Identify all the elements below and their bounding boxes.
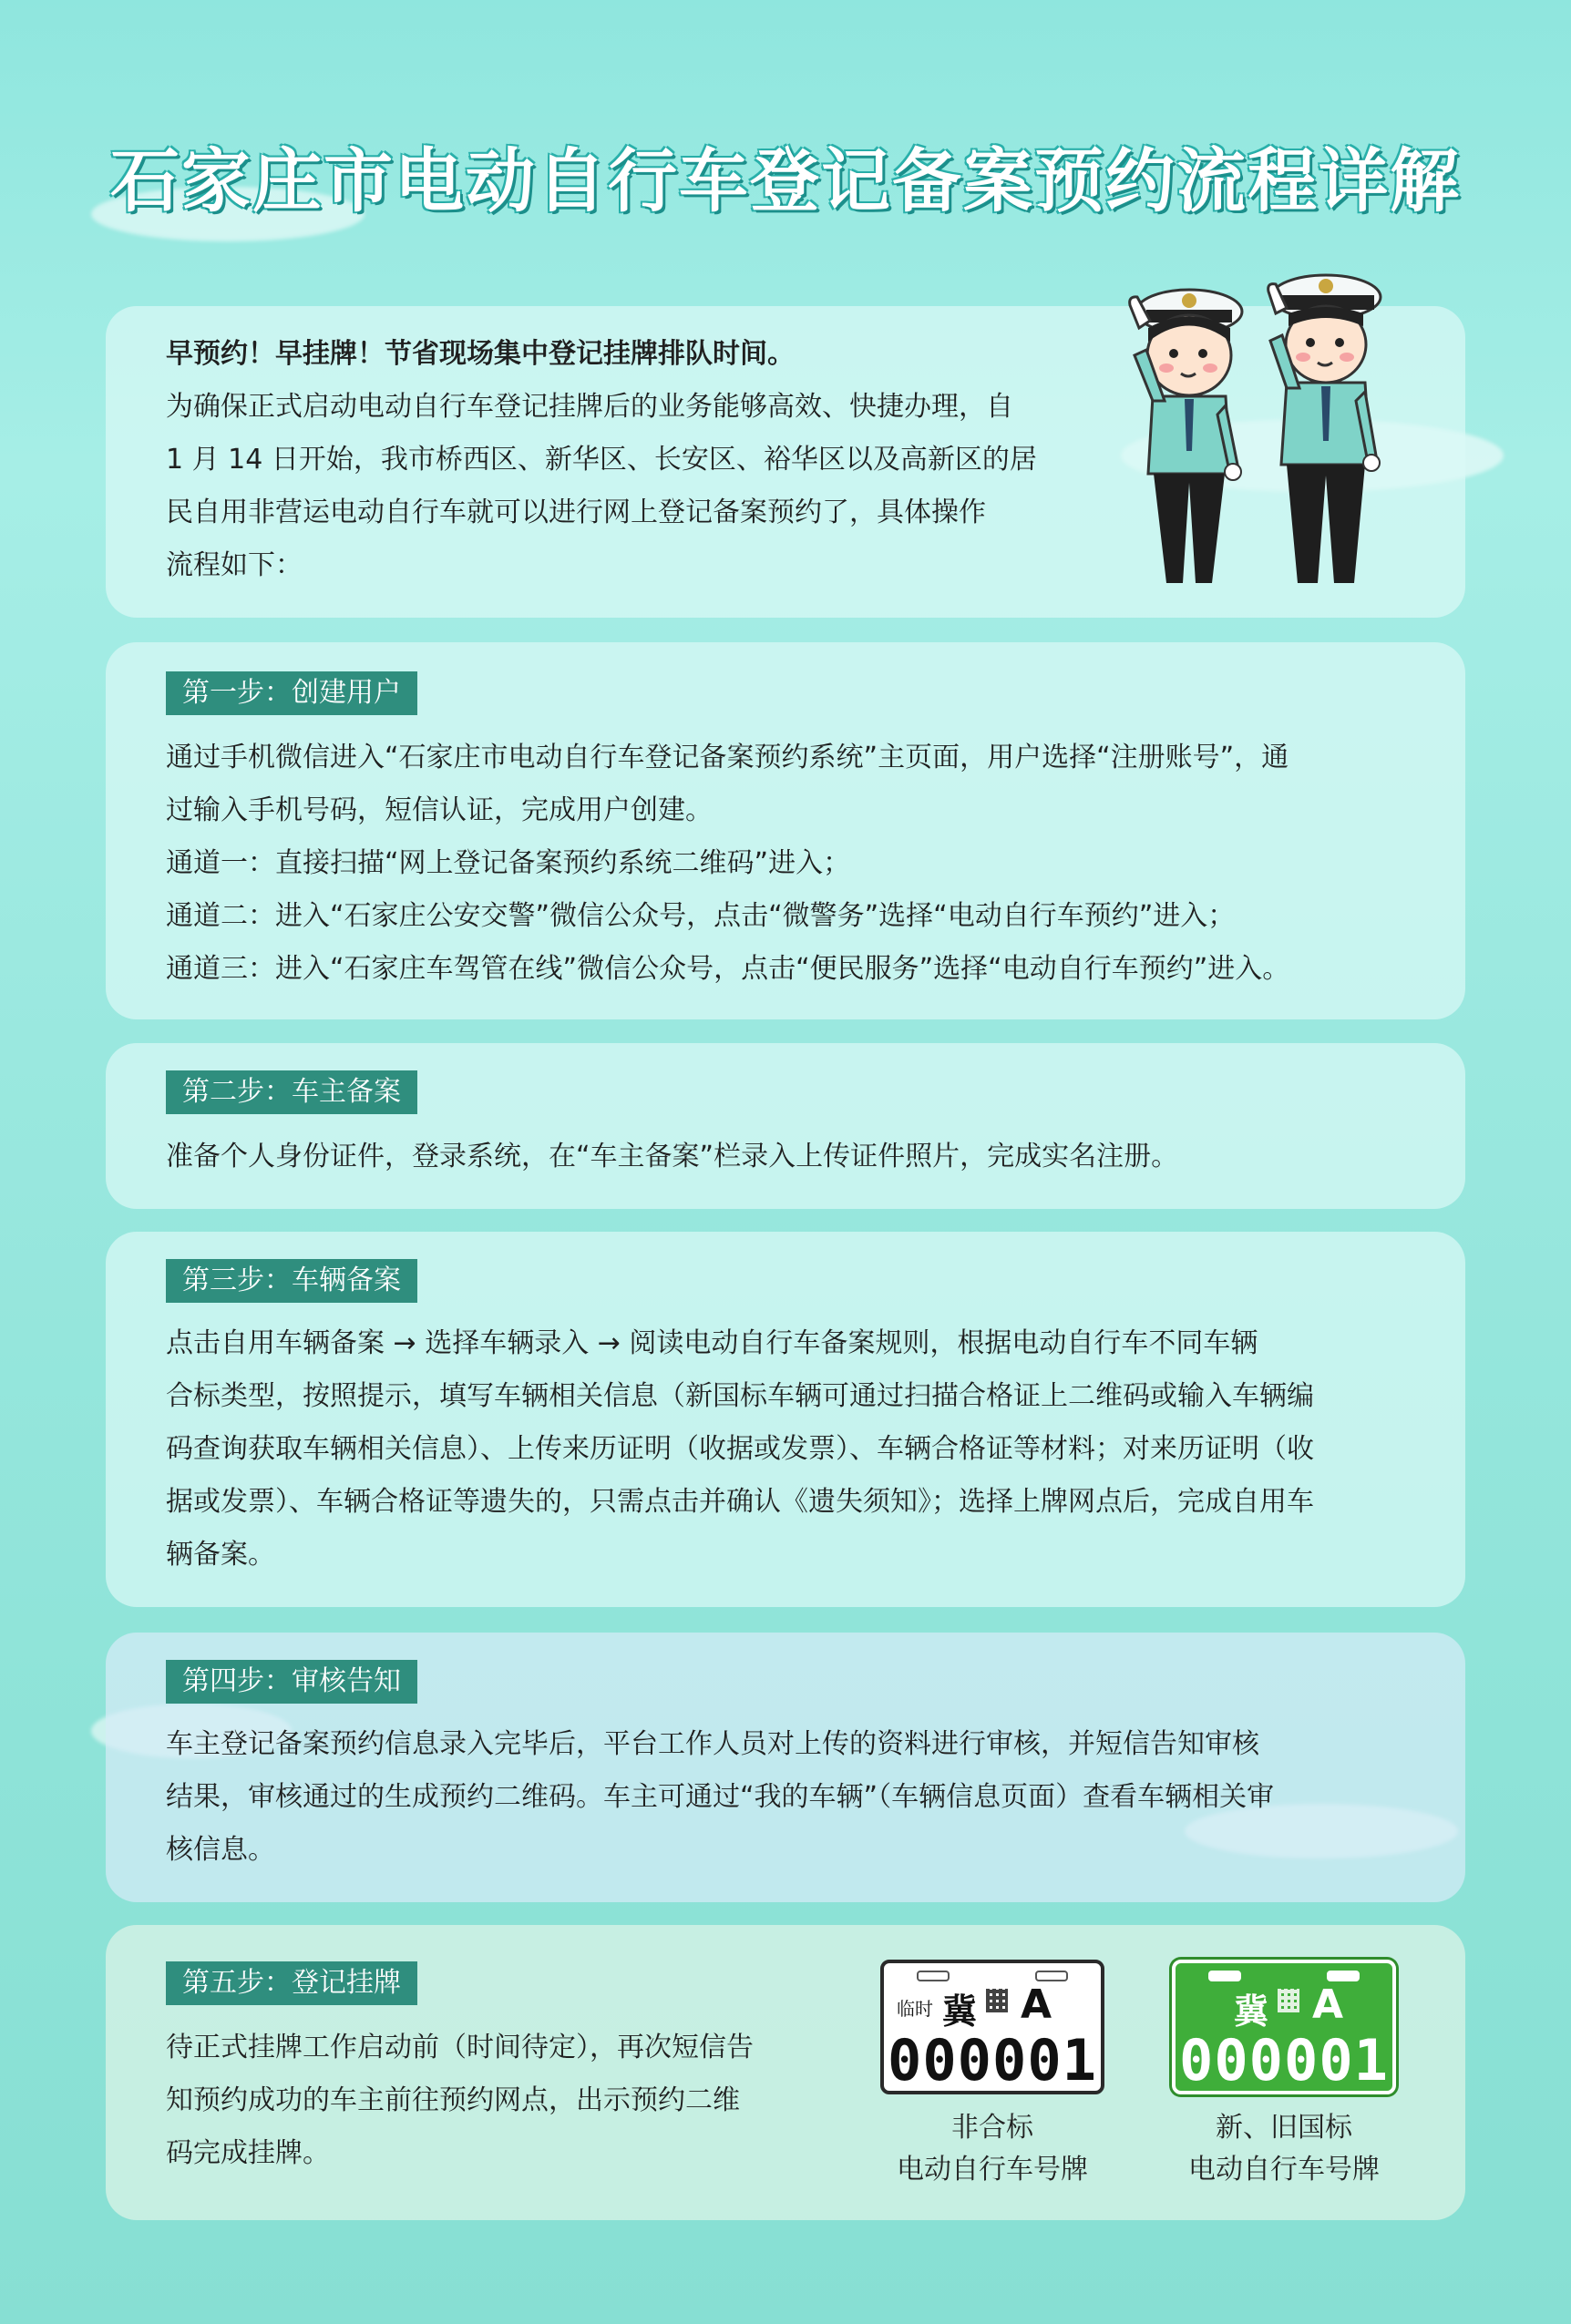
plate-caption-line: 非合标 — [951, 2112, 1033, 2144]
step-tag: 第二步：车主备案 — [166, 1070, 417, 1114]
step-line: 通过手机微信进入“石家庄市电动自行车登记备案预约系统”主页面，用户选择“注册账号”，通 — [166, 742, 1289, 773]
step-tag: 第五步：登记挂牌 — [166, 1961, 417, 2005]
plate-number: 000001 — [888, 2027, 1097, 2094]
plate-caption — [1165, 2107, 1402, 2191]
step-text — [166, 2022, 822, 2180]
step-line: 知预约成功的车主前往预约网点，出示预约二维 — [166, 2084, 740, 2116]
intro-line: 为确保正式启动电动自行车登记挂牌后的业务能够高效、快捷办理，自 — [166, 391, 1013, 423]
step-tag: 第一步：创建用户 — [166, 671, 417, 715]
license-plate-non-standard — [880, 1960, 1104, 2094]
step-card — [106, 1633, 1465, 1902]
plate-number: 000001 — [1179, 2027, 1389, 2094]
step-line: 准备个人身份证件，登录系统，在“车主备案”栏录入上传证件照片，完成实名注册。 — [166, 1141, 1179, 1172]
plate-mount-hole — [1208, 1971, 1241, 1981]
intro-line: 民自用非营运电动自行车就可以进行网上登记备案预约了，具体操作 — [166, 497, 986, 528]
step-line: 点击自用车辆备案 → 选择车辆录入 → 阅读电动自行车备案规则，根据电动自行车不同车辆 — [166, 1327, 1258, 1359]
police-officer-icon — [1130, 290, 1242, 583]
qr-code-icon — [986, 1989, 1008, 2012]
step-card — [106, 1925, 1465, 2220]
plate-caption-line: 电动自行车号牌 — [897, 2154, 1088, 2186]
step-line: 结果，审核通过的生成预约二维码。车主可通过“我的车辆”（车辆信息页面）查看车辆相关审 — [166, 1781, 1275, 1813]
plate-caption-line: 新、旧国标 — [1216, 2112, 1352, 2144]
intro-line: 1 月 14 日开始，我市桥西区、新华区、长安区、裕华区以及高新区的居 — [166, 444, 1037, 476]
police-officer-icon — [1268, 275, 1381, 583]
step-text — [166, 732, 1423, 996]
step-line: 合标类型，按照提示，填写车辆相关信息（新国标车辆可通过扫描合格证上二维码或输入车辆编 — [166, 1380, 1314, 1412]
step-line: 码完成挂牌。 — [166, 2137, 330, 2169]
intro-headline: 早预约！早挂牌！节省现场集中登记挂牌排队时间。 — [166, 338, 795, 370]
page-title: 石家庄市电动自行车登记备案预约流程详解 — [110, 140, 1461, 221]
plate-province: 冀 — [1234, 1991, 1269, 2032]
plate-prefix: 临时 — [897, 1998, 933, 2020]
plate-mount-hole — [917, 1971, 950, 1981]
step-line: 据或发票）、车辆合格证等遗失的，只需点击并确认《遗失须知》；选择上牌网点后，完成自用车 — [166, 1486, 1314, 1518]
plate-caption — [874, 2107, 1111, 2191]
plate-letter: A — [1021, 1981, 1052, 2028]
plate-letter: A — [1312, 1981, 1344, 2028]
step-card — [106, 642, 1465, 1019]
step-line: 通道二：进入“石家庄公安交警”微信公众号，点击“微警务”选择“电动自行车预约”进入； — [166, 900, 1236, 932]
step-line: 过输入手机号码，短信认证，完成用户创建。 — [166, 794, 713, 826]
qr-code-icon — [1278, 1989, 1299, 2012]
step-line: 待正式挂牌工作启动前（时间待定），再次短信告 — [166, 2032, 754, 2063]
step-card — [106, 1043, 1465, 1209]
step-line: 核信息。 — [166, 1834, 275, 1866]
step-tag: 第四步：审核告知 — [166, 1660, 417, 1704]
intro-text — [166, 328, 1150, 592]
step-line: 通道一：直接扫描“网上登记备案预约系统二维码”进入； — [166, 847, 851, 879]
plate-caption-line: 电动自行车号牌 — [1188, 2154, 1380, 2186]
intro-line: 流程如下： — [166, 549, 303, 581]
plate-province: 冀 — [942, 1991, 978, 2032]
plate-mount-hole — [1327, 1971, 1360, 1981]
step-line: 通道三：进入“石家庄车驾管在线”微信公众号，点击“便民服务”选择“电动自行车预约”进入。 — [166, 953, 1290, 985]
step-text — [166, 1718, 1423, 1877]
police-officers-illustration — [1103, 255, 1403, 592]
step-text — [166, 1317, 1423, 1582]
step-text — [166, 1131, 1423, 1183]
license-plate-standard — [1172, 1960, 1396, 2094]
plate-mount-hole — [1035, 1971, 1068, 1981]
step-line: 辆备案。 — [166, 1539, 275, 1571]
step-line: 车主登记备案预约信息录入完毕后，平台工作人员对上传的资料进行审核，并短信告知审核 — [166, 1728, 1259, 1760]
step-card — [106, 1232, 1465, 1607]
step-line: 码查询获取车辆相关信息）、上传来历证明（收据或发票）、车辆合格证等材料；对来历证明（收 — [166, 1433, 1314, 1465]
step-tag: 第三步：车辆备案 — [166, 1259, 417, 1303]
